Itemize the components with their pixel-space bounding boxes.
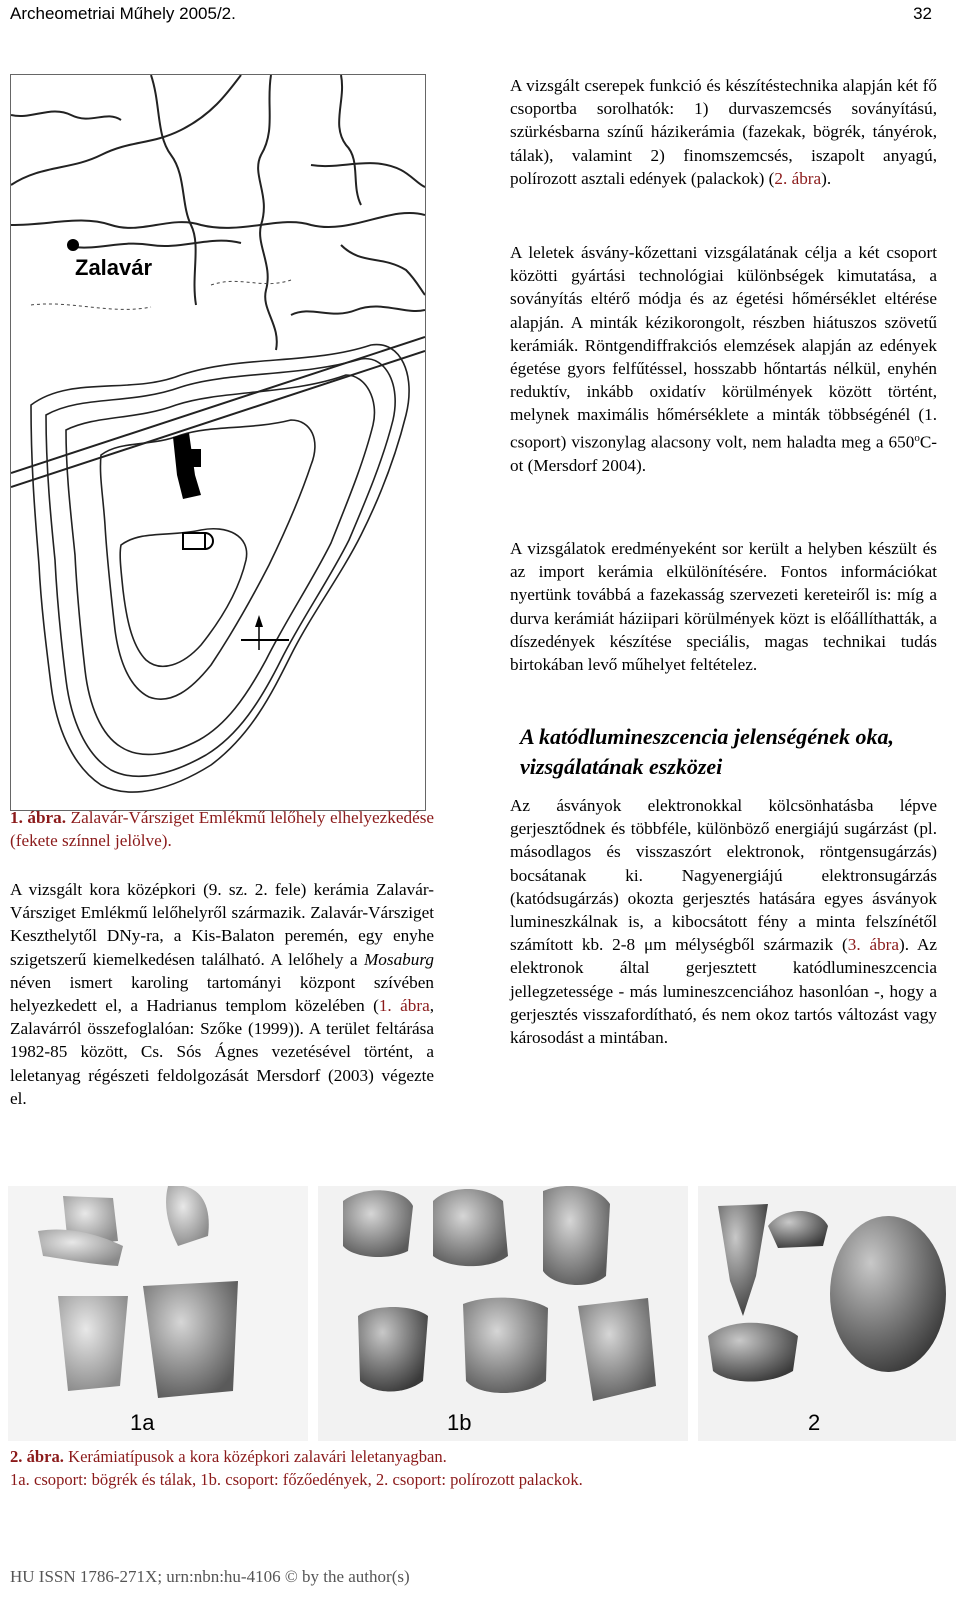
figure2-caption-line2: 1a. csoport: bögrék és tálak, 1b. csoport: főzőedények, 2. csoport: polírozott palackok.: [10, 1470, 583, 1489]
footer-issn: HU ISSN 1786-271X; urn:nbn:hu-4106 © by the author(s): [10, 1567, 410, 1586]
pottery-photographs: [8, 1186, 956, 1441]
figure2-caption-line1: Kerámiatípusok a kora középkori zalavári leletanyagban.: [63, 1447, 447, 1466]
figure1-caption: [10, 806, 434, 852]
left-paragraph: [10, 878, 434, 1110]
journal-header: Archeometriai Műhely 2005/2.: [10, 4, 236, 23]
text-span: ).: [821, 168, 832, 188]
text-span: mélységből származik (: [666, 935, 848, 955]
text-span: C-ot (Mersdorf 2004).: [510, 432, 937, 475]
figure1-number: 1. ábra.: [10, 808, 67, 827]
text-span: A vizsgált cserepek funkció és készítéstechnika alapján két fő csoportba sorolhatók: 1) durvaszemcsés soványítású, szürkésbarna színű házikerámia (fazekak, bögrék, tányérok, tálak), valamint 2) finomszemcsés, iszapolt anyagú, polírozott asztali edények (palackok) (: [510, 76, 937, 188]
micrometer-unit: μm: [643, 935, 667, 955]
group-label-1b: 1b: [447, 1410, 472, 1435]
text-span: , Zalavárról összefoglalóan: Szőke (1999)). A terület feltárása 1982-85 között, Cs. Sós Ágnes vezetésével történt, a leletanyag régészeti feldolgozását Mersdorf (2003) végezte el.: [10, 996, 434, 1108]
italic-term: Mosaburg: [363, 949, 434, 969]
section-title: A katódlumineszcencia jelenségének oka, vizsgálatának eszközei: [520, 724, 894, 779]
site-location-map: [10, 74, 426, 811]
text-span: Az ásványok elektronokkal kölcsönhatásba lépve gerjesztődnek és többféle, különböző energiájú sugárzást (pl. másodlagos és visszaszórt elektronok, röntgensugárzás) bocsátanak ki. Nagyenergiájú elektronsugárzás (katódsugárzás) okozta gerjesztés hatására egyes ásványok lumineszkálnak is, a kibocsátott fény a minta felszínétől számított kb. 2-8: [510, 796, 937, 955]
right-paragraph-1: [510, 74, 937, 190]
figure1-caption-text: Zalavár-Vársziget Emlékmű lelőhely elhelyezkedése (fekete színnel jelölve).: [10, 808, 435, 851]
text-span: A leletek ásvány-kőzettani vizsgálatának célja a két csoport közötti gyártási technológiai különbségek kimutatása, a soványítás eltérő módja és az égetési hőmérséklet eltérése alapján. A minták kézikorongolt, részben hiátuszos szövetű kerámiák. Röntgendiffrakciós elemzések alapján az edények égetése gyors felfűtéssel, hosszabb hőntartás nélkül, enyhén reduktív, inkább oxidatív körülmények között történt, melynek maximális hőmérséklete a minták többségénél (1. csoport) viszonylag alacsony volt, nem haladta meg a 650: [510, 243, 937, 452]
figure-reference-link[interactable]: 1. ábra: [378, 996, 430, 1016]
right-paragraph-3: A vizsgálatok eredményeként sor került a helyben készült és az import kerámia elkülönítésére. Fontos információkat nyertünk továbbá a fazekasság szervezeti kereteiről is: míg a durva kerámiát háziipari körülmények közt is előállíthatták, a díszedények készítése speciális, magas technikai tudás birtokában levő műhelyet feltételez.: [510, 539, 937, 675]
figure-reference-link[interactable]: 3. ábra: [847, 935, 900, 955]
right-paragraph-2: [510, 241, 937, 477]
page-number: 32: [913, 4, 932, 23]
map-town-label: Zalavár: [75, 255, 153, 280]
group-label-2: 2: [808, 1410, 821, 1435]
text-span: néven ismert karoling tartományi központ szívében helyezkedett el, a Hadrianus templom közelében (: [10, 972, 434, 1016]
right-paragraph-4: [510, 794, 937, 1049]
text-span: A vizsgált kora középkori (9. sz. 2. fele) kerámia Zalavár-Vársziget Emlékmű lelőhelyről származik. Zalavár-Vársziget Keszthelytől DNy-ra, a Kis-Balaton peremén, egy enyhe szigetszerű kiemelkedésen található. A lelőhely a: [10, 880, 434, 969]
superscript: o: [914, 431, 920, 444]
figure2-number: 2. ábra.: [10, 1447, 64, 1466]
figure2-caption: [10, 1445, 447, 1468]
figure-reference-link[interactable]: 2. ábra: [774, 168, 822, 188]
group-label-1a: 1a: [130, 1410, 155, 1435]
text-span: ). Az elektronok által gerjesztett katódlumineszcencia jellegzetessége - más lumineszcenciához hasonlóan -, hogy a gerjesztés visszafordítható, és nem okoz tartós változást vagy károsodást a mintában.: [510, 935, 937, 1048]
